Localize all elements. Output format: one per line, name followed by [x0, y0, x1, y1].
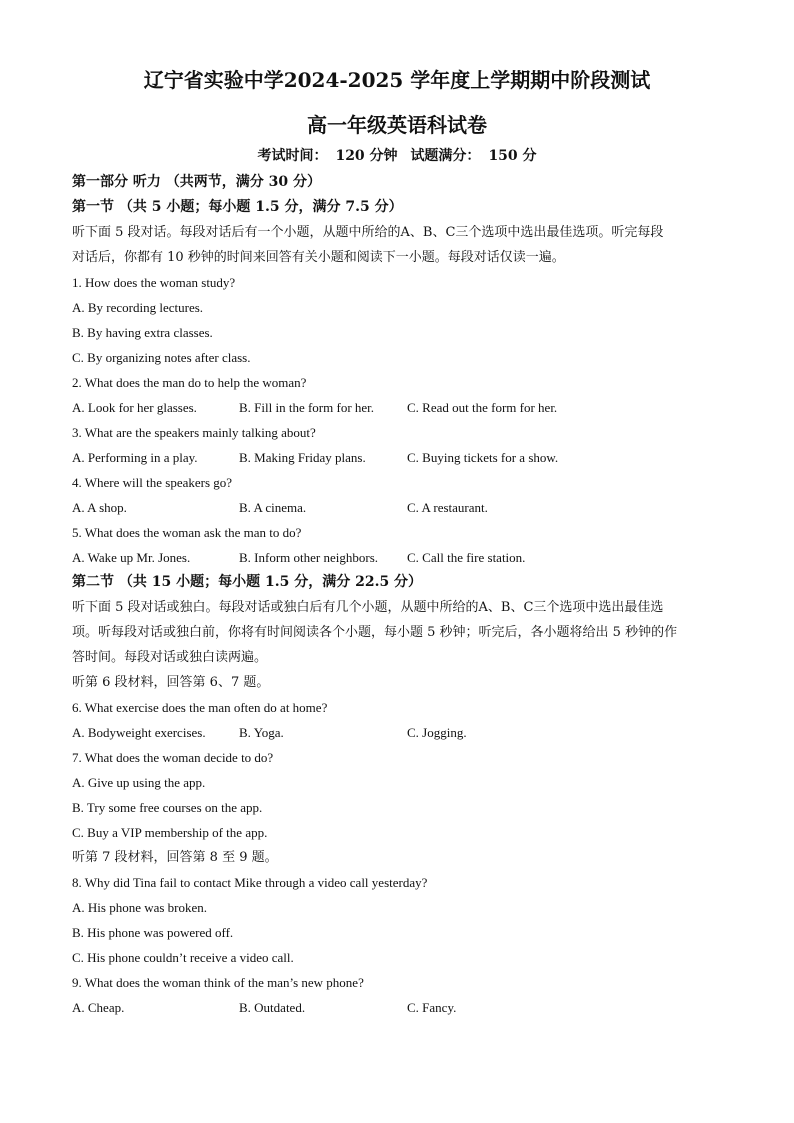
question-8: 8. Why did Tina fail to contact Mike through a video call yesterday?	[72, 875, 428, 890]
q7-option-a: A. Give up using the app.	[72, 775, 206, 790]
exam-subtitle: 高一年级英语科试卷	[307, 113, 487, 137]
question-1: 1. How does the woman study?	[72, 275, 236, 290]
q4-option-b: B. A cinema.	[239, 500, 307, 515]
q4-options	[72, 495, 722, 520]
part1-heading: 第一部分 听力 （共两节，满分 30 分）	[72, 174, 321, 190]
q3-option-a: A. Performing in a play.	[72, 450, 198, 465]
q6-option-a: A. Bodyweight exercises.	[72, 725, 206, 740]
q9-option-c: C. Fancy.	[407, 1000, 457, 1015]
q8-option-b: B. His phone was powered off.	[72, 925, 234, 940]
question-4: 4. Where will the speakers go?	[72, 475, 233, 490]
q1-option-a: A. By recording lectures.	[72, 300, 204, 315]
score-label: 试题满分：	[410, 148, 481, 164]
material-6-note: 听第 6 段材料，回答第 6、7 题。	[72, 675, 270, 690]
section2-instructions-line2: 项。听每段对话或独白前，你将有时间阅读各个小题，每小题 5 秒钟；听完后，各小题将给出 5 秒钟的作	[72, 625, 678, 640]
q2-options	[72, 395, 722, 420]
question-6: 6. What exercise does the man often do at home?	[72, 700, 328, 715]
q1-option-c: C. By organizing notes after class.	[72, 350, 251, 365]
q9-option-b: B. Outdated.	[239, 1000, 306, 1015]
question-7: 7. What does the woman decide to do?	[72, 750, 274, 765]
q8-option-c: C. His phone couldn’t receive a video call.	[72, 950, 294, 965]
q1-option-b: B. By having extra classes.	[72, 325, 213, 340]
q5-option-c: C. Call the fire station.	[407, 550, 526, 565]
q3-option-b: B. Making Friday plans.	[239, 450, 366, 465]
q9-option-a: A. Cheap.	[72, 1000, 125, 1015]
q9-options	[72, 995, 722, 1020]
section1-instructions-line2: 对话后，你都有 10 秒钟的时间来回答有关小题和阅读下一小题。每段对话仅读一遍。	[72, 250, 565, 265]
time-value: 120 分钟	[335, 148, 398, 164]
q2-option-a: A. Look for her glasses.	[72, 400, 197, 415]
q5-option-b: B. Inform other neighbors.	[239, 550, 379, 565]
section2-heading: 第二节 （共 15 小题；每小题 1.5 分，满分 22.5 分）	[72, 574, 423, 590]
exam-info	[0, 145, 794, 167]
question-3: 3. What are the speakers mainly talking about?	[72, 425, 316, 440]
q6-options	[72, 720, 722, 745]
section1-instructions-line1: 听下面 5 段对话。每段对话后有一个小题，从题中所给的A、B、C三个选项中选出最佳选项。听完每段	[72, 225, 664, 240]
q5-options	[72, 545, 722, 570]
exam-title: 辽宁省实验中学2024-2025 学年度上学期期中阶段测试	[143, 68, 651, 92]
section2-instructions-line1: 听下面 5 段对话或独白。每段对话或独白后有几个小题，从题中所给的A、B、C三个选项中选出最佳选	[72, 600, 664, 615]
question-2: 2. What does the man do to help the woman?	[72, 375, 307, 390]
q7-option-c: C. Buy a VIP membership of the app.	[72, 825, 268, 840]
score-value: 150 分	[488, 148, 537, 164]
q2-option-b: B. Fill in the form for her.	[239, 400, 375, 415]
q3-option-c: C. Buying tickets for a show.	[407, 450, 559, 465]
q4-option-c: C. A restaurant.	[407, 500, 488, 515]
exam-body	[72, 170, 722, 1020]
q2-option-c: C. Read out the form for her.	[407, 400, 558, 415]
question-5: 5. What does the woman ask the man to do?	[72, 525, 302, 540]
question-9: 9. What does the woman think of the man’s new phone?	[72, 975, 364, 990]
q8-option-a: A. His phone was broken.	[72, 900, 208, 915]
q7-option-b: B. Try some free courses on the app.	[72, 800, 263, 815]
section2-instructions-line3: 答时间。每段对话或独白读两遍。	[72, 650, 268, 665]
q6-option-b: B. Yoga.	[239, 725, 284, 740]
q4-option-a: A. A shop.	[72, 500, 127, 515]
q3-options	[72, 445, 722, 470]
time-label: 考试时间：	[257, 148, 328, 164]
q5-option-a: A. Wake up Mr. Jones.	[72, 550, 191, 565]
material-7-note: 听第 7 段材料，回答第 8 至 9 题。	[72, 850, 278, 865]
q6-option-c: C. Jogging.	[407, 725, 467, 740]
section1-heading: 第一节 （共 5 小题；每小题 1.5 分，满分 7.5 分）	[72, 199, 403, 215]
